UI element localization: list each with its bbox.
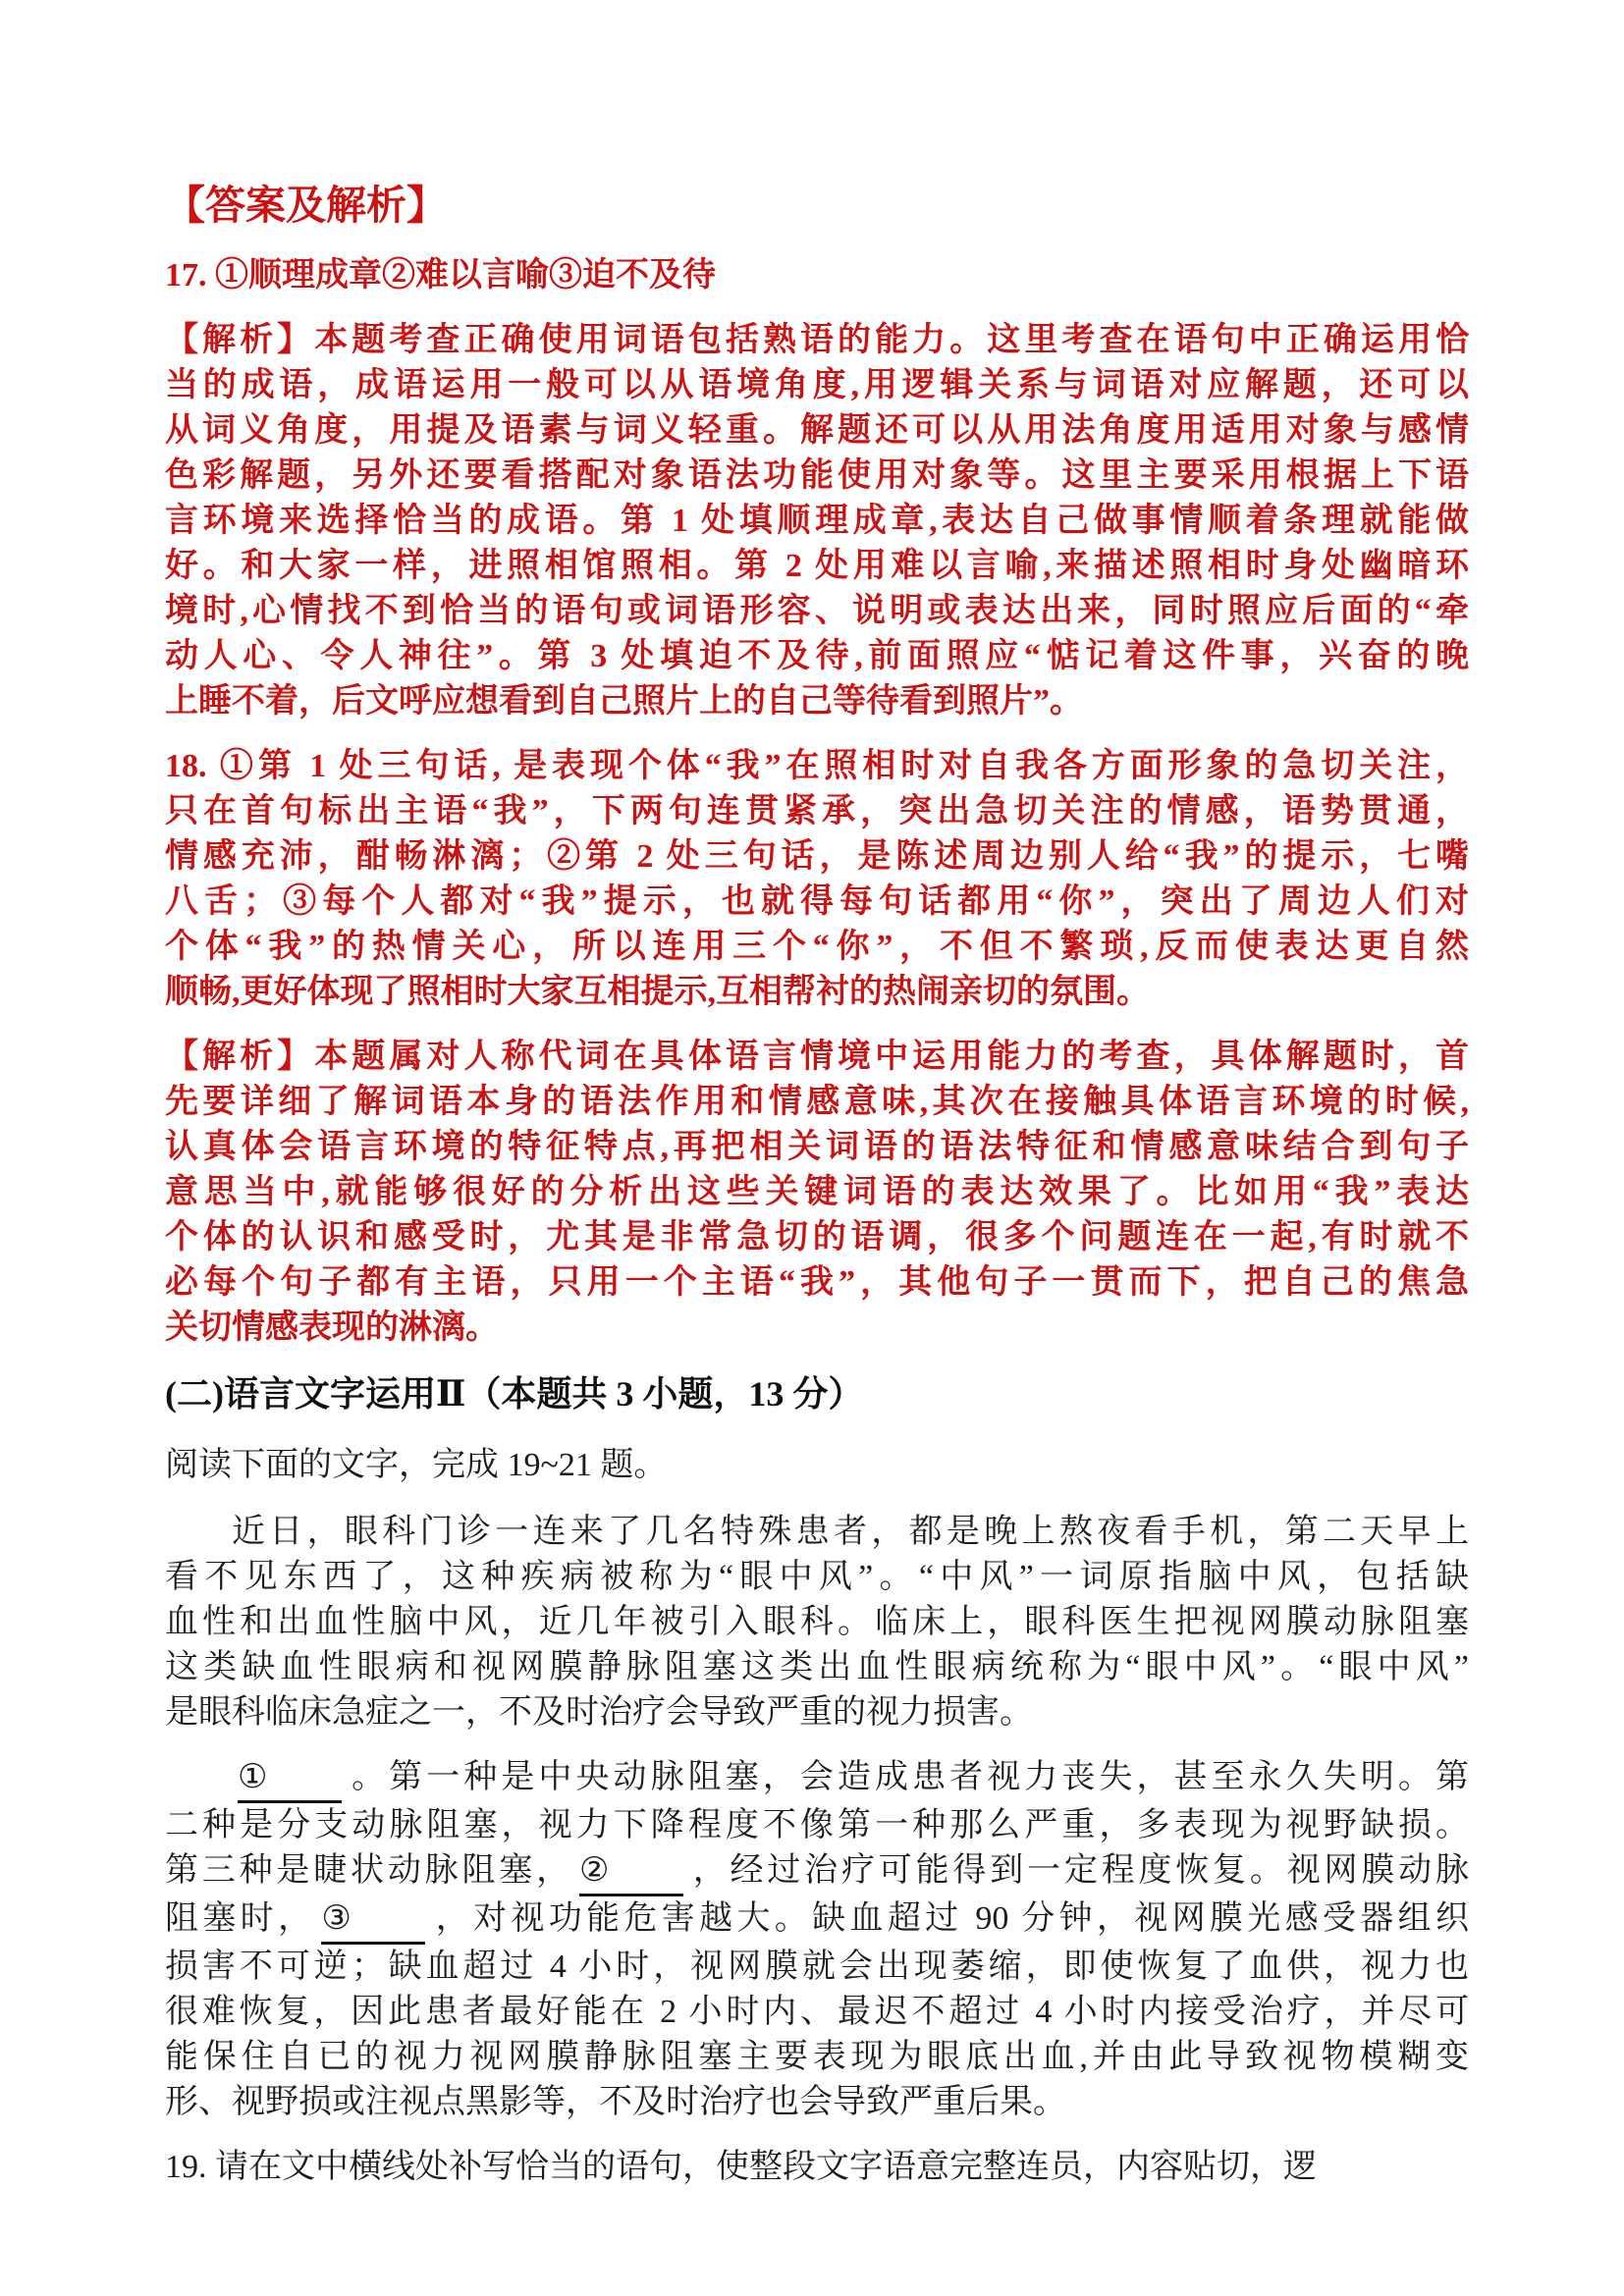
text-line: 很难恢复，因此患者最好能在 2 小时内、最迟不超过 4 小时内接受治疗，并尽可 [165, 1994, 1469, 2030]
text-line: 19. 请在文中横线处补写恰当的语句，使整段文字语意完整连员，内容贴切，逻 [165, 2149, 1317, 2185]
answer-blank-1: ① [238, 1755, 342, 1803]
text-line: 是眼科临床急症之一，不及时治疗会导致严重的视力损害。 [165, 1694, 1033, 1731]
text-line: 好。和大家一样，进照相馆照相。第 2 处用难以言喻,来描述照相时身处幽暗环 [165, 548, 1469, 584]
q19-prompt [165, 2145, 1469, 2190]
answer-blank-3: ③ [321, 1896, 425, 1945]
text-line: 关切情感表现的淋漓。 [165, 1309, 499, 1346]
text-line: 个体“我”的热情关心，所以连用三个“你”，不但不繁琐,反而使表达更自然 [165, 929, 1469, 965]
text-line: 【解析】本题属对人称代词在具体语言情境中运用能力的考查，具体解题时，首 [165, 1039, 1469, 1075]
text-line: 先要详细了解词语本身的语法作用和情感意味,其次在接触具体语言环境的时候, [165, 1084, 1469, 1120]
text-line: 血性和出血性脑中风，近几年被引入眼科。临床上，眼科医生把视网膜动脉阻塞 [165, 1604, 1469, 1640]
text-line: 从词义角度，用提及语素与词义轻重。解题还可以从用法角度用适用对象与感情 [165, 412, 1469, 449]
text-segment: 第三种是睫状动脉阻塞， [165, 1852, 573, 1889]
text-line: 看不见东西了，这种疾病被称为“眼中风”。“中风”一词原指脑中风，包括缺 [165, 1559, 1469, 1595]
text-line: 意思当中,就能够很好的分析出这些关键词语的表达效果了。比如用“我”表达 [165, 1174, 1469, 1210]
answers-section-header: 【答案及解析】 [165, 183, 447, 228]
text-line: 必每个句子都有主语，只用一个主语“我”，其他句子一贯而下，把自己的焦急 [165, 1264, 1469, 1301]
text-line: 认真体会语言环境的特征特点,再把相关词语的语法特征和情感意味结合到句子 [165, 1129, 1469, 1165]
section-two-heading: (二)语言文字运用Ⅱ（本题共 3 小题，13 分） [165, 1374, 864, 1414]
passage-paragraph-1 [165, 1510, 1469, 1735]
text-line [165, 1755, 1469, 1803]
q18-answer [165, 744, 1469, 1015]
text-segment: ，经过治疗可能得到一定程度恢复。视网膜动脉 [688, 1852, 1469, 1889]
text-line: 言环境来选择恰当的成语。第 1 处填顺理成章,表达自己做事情顺着条理就能做 [165, 503, 1469, 539]
q18-analysis [165, 1035, 1469, 1351]
text-line: 动人心、令人神往”。第 3 处填迫不及待,前面照应“惦记着这件事，兴奋的晚 [165, 638, 1469, 674]
text-line: 损害不可逆；缺血超过 4 小时，视网膜就会出现萎缩，即使恢复了血供，视力也 [165, 1949, 1469, 1985]
text-line: 二种是分支动脉阻塞，视力下降程度不像第一种那么严重，多表现为视野缺损。 [165, 1807, 1469, 1843]
text-line: 上睡不着，后文呼应想看到自己照片上的自己等待看到照片”。 [165, 683, 1083, 720]
answer-blank-2: ② [579, 1848, 683, 1896]
q17-analysis [165, 318, 1469, 724]
text-segment: 。第一种是中央动脉阻塞，会造成患者视力丧失，甚至永久失明。第 [348, 1759, 1469, 1795]
text-line: 这类缺血性眼病和视网膜静脉阻塞这类出血性眼病统称为“眼中风”。“眼中风” [165, 1649, 1469, 1685]
text-line: 形、视野损或注视点黑影等，不及时治疗也会导致严重后果。 [165, 2084, 1066, 2120]
text-line: 色彩解题，另外还要看搭配对象语法功能使用对象等。这里主要采用根据上下语 [165, 457, 1469, 494]
text-line: 近日，眼科门诊一连来了几名特殊患者，都是晚上熬夜看手机，第二天早上 [232, 1514, 1469, 1550]
text-line [165, 1848, 1469, 1896]
text-line: 18. ①第 1 处三句话, 是表现个体“我”在照相时对自我各方面形象的急切关注， [165, 748, 1469, 784]
text-line: 情感充沛，酣畅淋漓；②第 2 处三句话，是陈述周边别人给“我”的提示，七嘴 [165, 838, 1469, 875]
text-line: 17. ①顺理成章②难以言喻③迫不及待 [165, 257, 716, 294]
text-line: 顺畅,更好体现了照相时大家互相提示,互相帮衬的热闹亲切的氛围。 [165, 974, 1150, 1010]
text-line: 个体的认识和感受时，尤其是非常急切的语调，很多个问题连在一起,有时就不 [165, 1219, 1469, 1255]
text-segment: 阻塞时， [165, 1900, 316, 1937]
text-line: 能保住自已的视力视网膜静脉阻塞主要表现为眼底出血,并由此导致视物模糊变 [165, 2039, 1469, 2075]
q17-answer [165, 253, 1469, 298]
text-line [165, 1896, 1469, 1945]
text-segment: ，对视功能危害越大。缺血超过 90 分钟，视网膜光感受器组织 [431, 1900, 1469, 1937]
text-line: 只在首句标出主语“我”，下两句连贯紧承，突出急切关注的情感，语势贯通， [165, 793, 1469, 829]
text-line: 境时,心情找不到恰当的语句或词语形容、说明或表达出来，同时照应后面的“牵 [165, 593, 1469, 629]
text-line: 【解析】本题考查正确使用词语包括熟语的能力。这里考查在语句中正确运用恰 [165, 322, 1469, 358]
text-line: 当的成语，成语运用一般可以从语境角度,用逻辑关系与词语对应解题，还可以 [165, 367, 1469, 403]
passage-paragraph-2 [165, 1755, 1469, 2125]
text-line: 八舌；③每个人都对“我”提示，也就得每句话都用“你”，突出了周边人们对 [165, 883, 1469, 920]
reading-instruction: 阅读下面的文字，完成 19~21 题。 [165, 1447, 668, 1483]
